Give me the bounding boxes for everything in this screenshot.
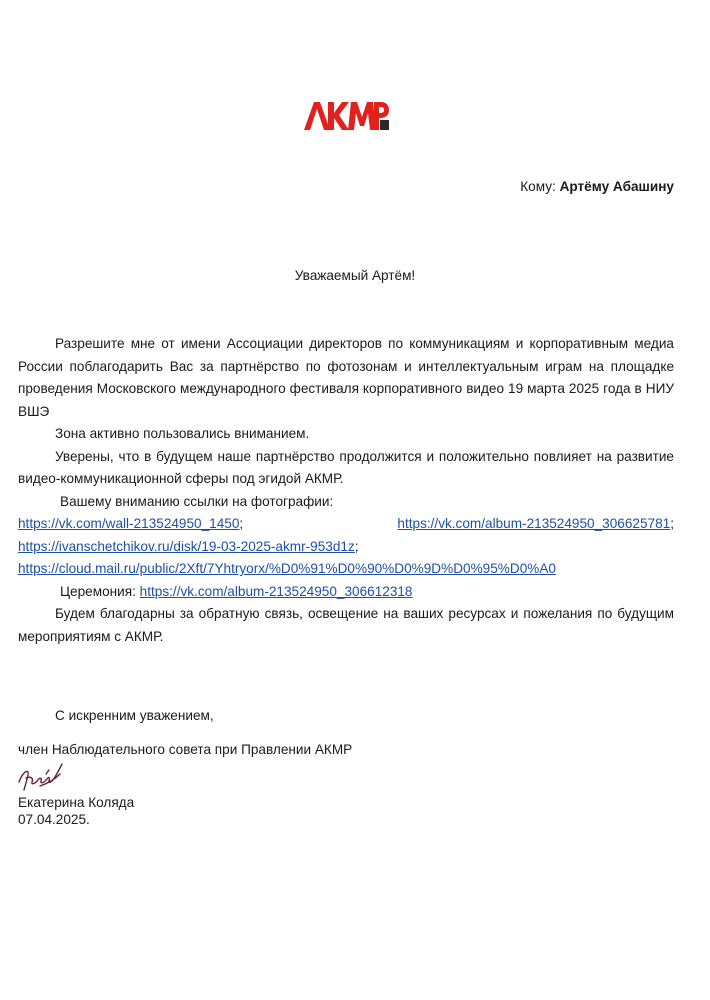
paragraph-zone: Зона активно пользовались вниманием. xyxy=(55,426,310,441)
link-separator: ; xyxy=(239,516,244,531)
logo-dark-accent xyxy=(380,120,389,130)
signer-position: член Наблюдательного совета при Правлении АКМР xyxy=(18,742,353,757)
akmr-logo xyxy=(303,100,389,132)
logo-letter-m xyxy=(348,102,376,130)
link-ceremony[interactable]: https://vk.com/album-213524950_306612318 xyxy=(139,583,413,599)
links-row-1 xyxy=(18,513,674,536)
link-vk-wall[interactable]: https://vk.com/wall-213524950_1450 xyxy=(18,516,240,531)
links-row-3 xyxy=(18,558,674,581)
logo-letter-a xyxy=(304,102,330,130)
link-vk-album[interactable]: https://vk.com/album-213524950_306625781 xyxy=(397,516,671,531)
logo-letter-k xyxy=(328,102,349,130)
letter-date: 07.04.2025. xyxy=(18,812,90,827)
paragraph-photos-intro: Вашему вниманию ссылки на фотографии: xyxy=(60,493,334,509)
link-ivanschetchikov[interactable]: https://ivanschetchikov.ru/disk/19-03-2025-akmr-953d1z xyxy=(18,538,355,554)
paragraph-ceremony xyxy=(18,581,674,604)
link-cloud-mail[interactable]: https://cloud.mail.ru/public/2Xft/7Yhtryorx/%D0%91%D0%90%D0%9D%D0%95%D0%A0 xyxy=(18,561,556,576)
recipient-name: Артёму Абашину xyxy=(559,179,674,194)
handwritten-signature xyxy=(16,760,64,796)
paragraph-feedback: Будем благодарны за обратную связь, освещение на ваших ресурсах и пожелания по будущим мероприятиям с АКМР. xyxy=(18,606,674,644)
ceremony-label: Церемония: xyxy=(60,583,136,599)
paragraph-future: Уверены, что в будущем наше партнёрство продолжится и положительно повлияет на развитие видео-коммуникационной сферы под эгидой АКМР. xyxy=(18,448,674,486)
letter-body xyxy=(18,333,674,648)
recipient-line xyxy=(520,179,674,194)
paragraph-thanks: Разрешите мне от имени Ассоциации директоров по коммуникациям и корпоративным медиа России поблагодарить Вас за партнёрство по фотозонам и интеллектуальным играм на площадке проведения Московского международного фестиваля корпоративного видео 19 марта 2025 года в НИУ ВШЭ xyxy=(18,336,674,419)
link-separator: ; xyxy=(354,538,359,554)
signer-name: Екатерина Коляда xyxy=(18,795,135,810)
closing: С искренним уважением, xyxy=(55,708,214,723)
links-row-2 xyxy=(18,536,674,559)
recipient-label: Кому: xyxy=(520,179,556,194)
greeting: Уважаемый Артём! xyxy=(294,268,416,283)
link-separator: ; xyxy=(670,516,674,531)
